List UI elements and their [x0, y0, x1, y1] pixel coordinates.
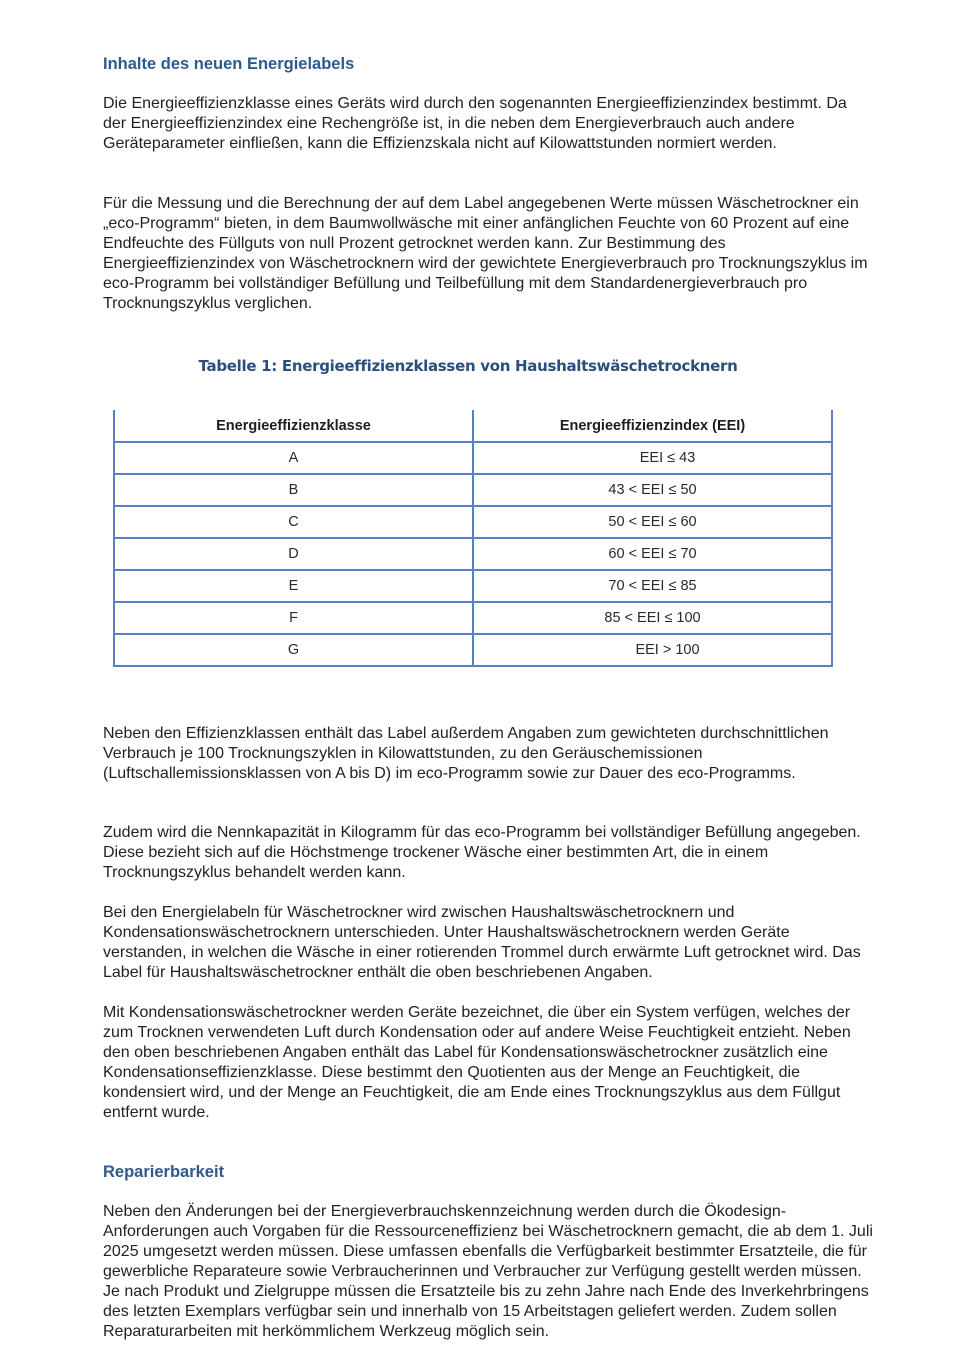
table-caption: Tabelle 1: Energieeffizienzklassen von Haushaltswäschetrocknern: [198, 357, 738, 375]
paragraph: Die Energieeffizienzklasse eines Geräts wird durch den sogenannten Energieeffizienzindex bestimmt. Da der Energieeffizienzindex eine Rechengröße ist, in die neben dem Energieverbrauch auch andere Geräteparameter einfließen, kann die Effizienzskala nicht auf Kilowattstunden normiert werden.: [103, 95, 847, 152]
section-heading-energielabel: Inhalte des neuen Energielabels: [103, 55, 355, 73]
paragraph: Neben den Änderungen bei der Energieverbrauchskennzeichnung werden durch die Ökodesign-Anforderungen auch Vorgaben für die Ressourceneffizienz bei Wäschetrocknern gemacht, die ab dem 1. Juli 2025 umgesetzt werden müssen. Diese umfassen ebenfalls die Verfügbarkeit bestimmter Ersatzteile, die für gewerbliche Reparateure sowie Verbraucherinnen und Verbraucher zur Verfügung gestellt werden müssen. Je nach Produkt und Zielgruppe müssen die Ersatzteile bis zu zehn Jahre nach Ende des Inverkehrbringens des letzten Exemplars verfügbar sein und innerhalb von 15 Arbeitstagen geliefert werden. Zudem sollen Reparaturarbeiten mit herkömmlichem Werkzeug möglich sein.: [103, 1203, 873, 1340]
paragraph: Bei den Energielabeln für Wäschetrockner wird zwischen Haushaltswäschetrocknern und Kondensationswäschetrocknern unterschieden. Unter Haushaltswäschetrocknern werden Geräte verstanden, in welchen die Wäsche in einer rotierenden Trommel durch erwärmte Luft getrocknet wird. Das Label für Haushaltswäschetrockner enthält die oben beschriebenen Angaben.: [103, 904, 861, 981]
paragraph: Mit Kondensationswäschetrockner werden Geräte bezeichnet, die über ein System verfügen, welches der zum Trocknen verwendeten Luft durch Kondensation oder auf andere Weise Feuchtigkeit entzieht. Neben den oben beschriebenen Angaben enthält das Label für Kondensationswäschetrockner zusätzlich eine Kondensationseffizienzklasse. Diese bestimmt den Quotienten aus der Menge an Feuchtigkeit, die kondensiert wird, und der Menge an Feuchtigkeit, die am Ende eines Trocknungszyklus aus dem Füllgut entfernt wurde.: [103, 1004, 851, 1121]
paragraph: Neben den Effizienzklassen enthält das Label außerdem Angaben zum gewichteten durchschnittlichen Verbrauch je 100 Trocknungszyklen in Kilowattstunden, zu den Geräuschemissionen (Luftschallemissionsklassen von A bis D) im eco-Programm sowie zur Dauer des eco-Programms.: [103, 725, 829, 782]
cell-eei: 50 < EEI ≤ 60: [473, 506, 832, 538]
table-row: [114, 602, 832, 634]
cell-eei: EEI > 100: [473, 634, 832, 666]
table-row: [114, 506, 832, 538]
cell-eei: EEI ≤ 43: [473, 442, 832, 474]
paragraph: Für die Messung und die Berechnung der auf dem Label angegebenen Werte müssen Wäschetrockner ein „eco-Programm“ bieten, in dem Baumwollwäsche mit einer anfänglichen Feuchte von 60 Prozent auf eine Endfeuchte des Füllguts von null Prozent getrocknet werden kann. Zur Bestimmung des Energieeffizienzindex von Wäschetrocknern wird der gewichtete Energieverbrauch pro Trocknungszyklus im eco-Programm bei vollständiger Befüllung und Teilbefüllung mit dem Standardenergieverbrauch pro Trocknungszyklus verglichen.: [103, 195, 868, 312]
table-row: [114, 538, 832, 570]
cell-klasse: G: [114, 634, 473, 666]
efficiency-class-table: [113, 410, 833, 667]
table-row: [114, 442, 832, 474]
cell-klasse: C: [114, 506, 473, 538]
section-heading-reparierbarkeit: Reparierbarkeit: [103, 1163, 225, 1181]
cell-eei: 70 < EEI ≤ 85: [473, 570, 832, 602]
column-header-klasse: Energieeffizienzklasse: [114, 410, 473, 442]
cell-eei: 85 < EEI ≤ 100: [473, 602, 832, 634]
cell-klasse: B: [114, 474, 473, 506]
paragraph: Zudem wird die Nennkapazität in Kilogramm für das eco-Programm bei vollständiger Befüllung angegeben. Diese bezieht sich auf die Höchstmenge trockener Wäsche einer bestimmten Art, die in einem Trocknungszyklus behandelt werden kann.: [103, 824, 861, 881]
column-header-eei: Energieeffizienzindex (EEI): [473, 410, 832, 442]
table-header-row: [114, 410, 832, 442]
table-row: [114, 474, 832, 506]
cell-klasse: A: [114, 442, 473, 474]
table-row: [114, 634, 832, 666]
cell-klasse: F: [114, 602, 473, 634]
cell-klasse: E: [114, 570, 473, 602]
table-row: [114, 570, 832, 602]
cell-eei: 60 < EEI ≤ 70: [473, 538, 832, 570]
cell-klasse: D: [114, 538, 473, 570]
cell-eei: 43 < EEI ≤ 50: [473, 474, 832, 506]
